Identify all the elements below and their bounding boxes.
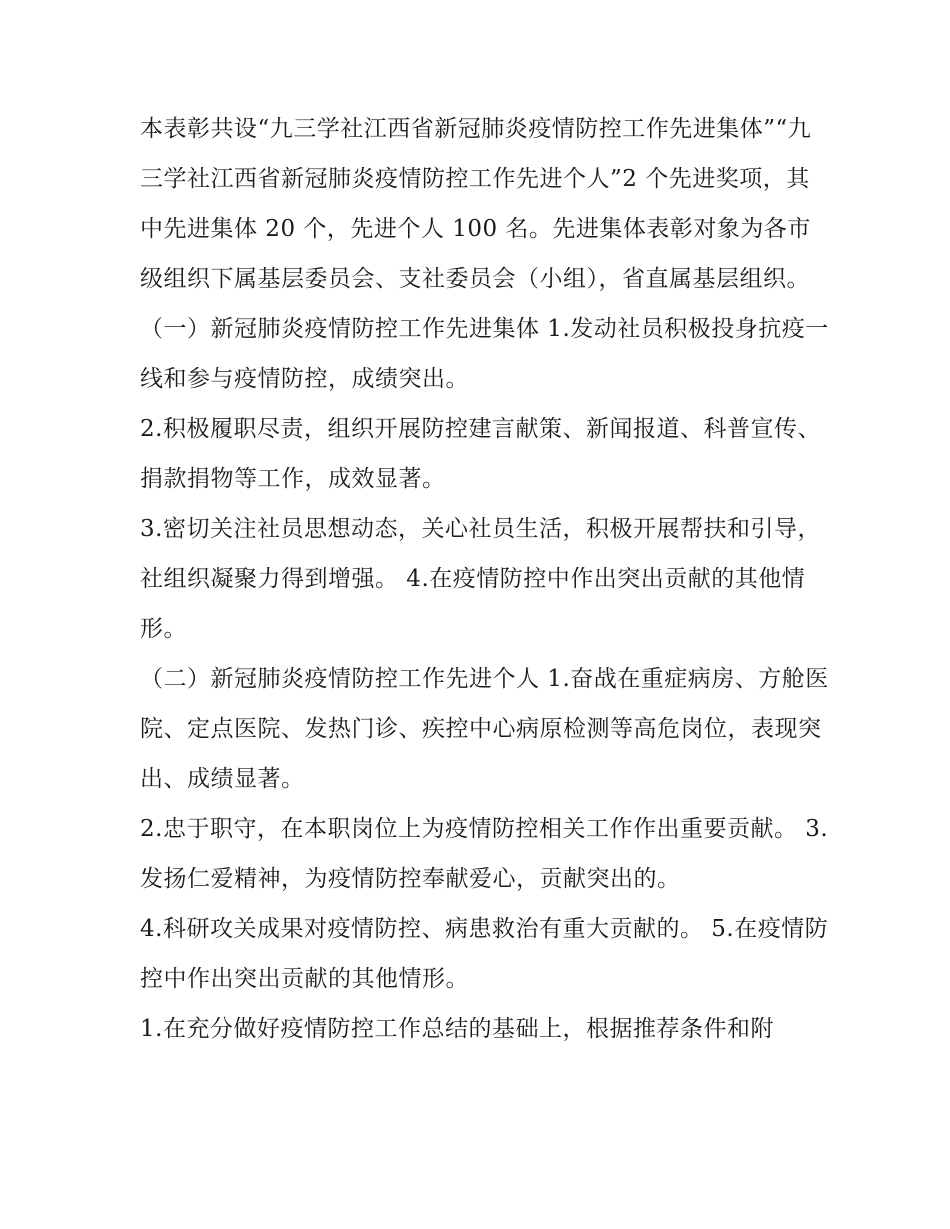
paragraph-procedure-1: 1.在充分做好疫情防控工作总结的基础上，根据推荐条件和附 <box>140 1016 774 1042</box>
paragraph-individual-criteria-4-5: 4.科研攻关成果对疫情防控、病患救治有重大贡献的。 5.在疫情防控中作出突出贡献的其他情形。 <box>140 916 829 992</box>
paragraph-collective-criteria-3-4: 3.密切关注社员思想动态，关心社员生活，积极开展帮扶和引导，社组织凝聚力得到增强。 4.在疫情防控中作出突出贡献的其他情形。 <box>140 516 821 642</box>
paragraph-individual-criteria-1: （二）新冠肺炎疫情防控工作先进个人 1.奋战在重症病房、方舱医院、定点医院、发热门诊、疾控中心病原检测等高危岗位，表现突出、成绩显著。 <box>140 666 829 792</box>
document-body <box>140 104 830 1054</box>
paragraph-award-overview: 本表彰共设“九三学社江西省新冠肺炎疫情防控工作先进集体”“九三学社江西省新冠肺炎疫情防控工作先进个人”2 个先进奖项，其中先进集体 20 个，先进个人 100 名。先进集体表彰对象为各市级组织下属基层委员会、支社委员会（小组），省直属基层组织。 <box>140 116 812 292</box>
paragraph-collective-criteria-1: （一）新冠肺炎疫情防控工作先进集体 1.发动社员积极投身抗疫一线和参与疫情防控，成绩突出。 <box>140 316 829 392</box>
paragraph-individual-criteria-2-3: 2.忠于职守，在本职岗位上为疫情防控相关工作作出重要贡献。 3.发扬仁爱精神，为疫情防控奉献爱心，贡献突出的。 <box>140 816 829 892</box>
paragraph-collective-criteria-2: 2.积极履职尽责，组织开展防控建言献策、新闻报道、科普宣传、捐款捐物等工作，成效显著。 <box>140 416 821 492</box>
